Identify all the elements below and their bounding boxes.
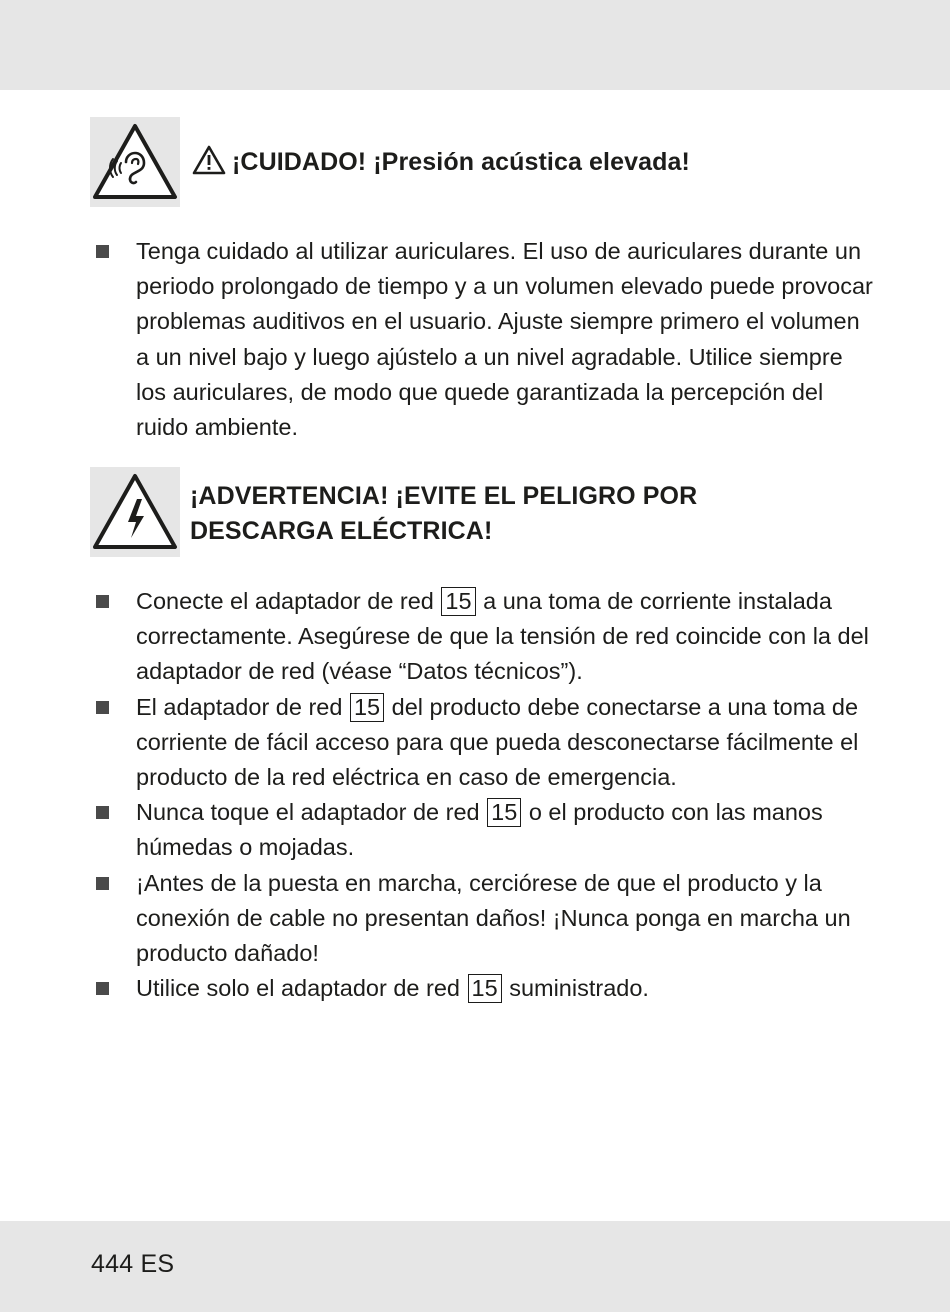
bullet-square-icon	[96, 245, 109, 258]
list-item: El adaptador de red 15 del producto debe conectarse a una toma de corriente de fácil acceso para que pueda desconectarse fácilmente el producto de la red eléctrica en caso de emergencia.	[95, 690, 875, 796]
caution-bullet-list	[95, 234, 875, 445]
part-reference-badge: 15	[441, 587, 475, 616]
bullet-square-icon	[96, 982, 109, 995]
bullet-square-icon	[96, 701, 109, 714]
warning-heading-line2: DESCARGA ELÉCTRICA!	[190, 517, 493, 545]
header-band	[0, 0, 950, 90]
caution-triangle-icon	[192, 145, 226, 185]
warning-bullet-list	[95, 584, 875, 1006]
list-item: Tenga cuidado al utilizar auriculares. El uso de auriculares durante un periodo prolongado de tiempo y a un volumen elevado puede provocar problemas auditivos en el usuario. Ajuste siempre primero el volumen a un nivel bajo y luego ajústelo a un nivel agradable. Utilice siempre los auriculares, de modo que quede garantizada la percepción del ruido ambiente.	[95, 234, 875, 445]
bullet-square-icon	[96, 595, 109, 608]
warning-heading-line1: ¡ADVERTENCIA! ¡EVITE EL PELIGRO POR	[190, 482, 698, 510]
caution-heading	[192, 145, 690, 185]
bullet-square-icon	[96, 806, 109, 819]
list-item: Nunca toque el adaptador de red 15 o el producto con las manos húmedas o mojadas.	[95, 795, 875, 865]
list-item: ¡Antes de la puesta en marcha, cerciórese de que el producto y la conexión de cable no presentan daños! ¡Nunca ponga en marcha un producto dañado!	[95, 866, 875, 972]
list-item: Conecte el adaptador de red 15 a una toma de corriente instalada correctamente. Asegúrese de que la tensión de red coincide con la del adaptador de red (véase “Datos técnicos”).	[95, 584, 875, 690]
bullet-square-icon	[96, 877, 109, 890]
electric-shock-warning-icon	[90, 467, 180, 557]
caution-heading-text: ¡CUIDADO! ¡Presión acústica elevada!	[232, 148, 690, 176]
part-reference-badge: 15	[350, 693, 384, 722]
page-number: 444 ES	[91, 1250, 175, 1278]
warning-heading	[190, 479, 697, 549]
part-reference-badge: 15	[468, 974, 502, 1003]
part-reference-badge: 15	[487, 798, 521, 827]
hearing-warning-icon	[90, 117, 180, 207]
list-item: Utilice solo el adaptador de red 15 suministrado.	[95, 971, 875, 1006]
